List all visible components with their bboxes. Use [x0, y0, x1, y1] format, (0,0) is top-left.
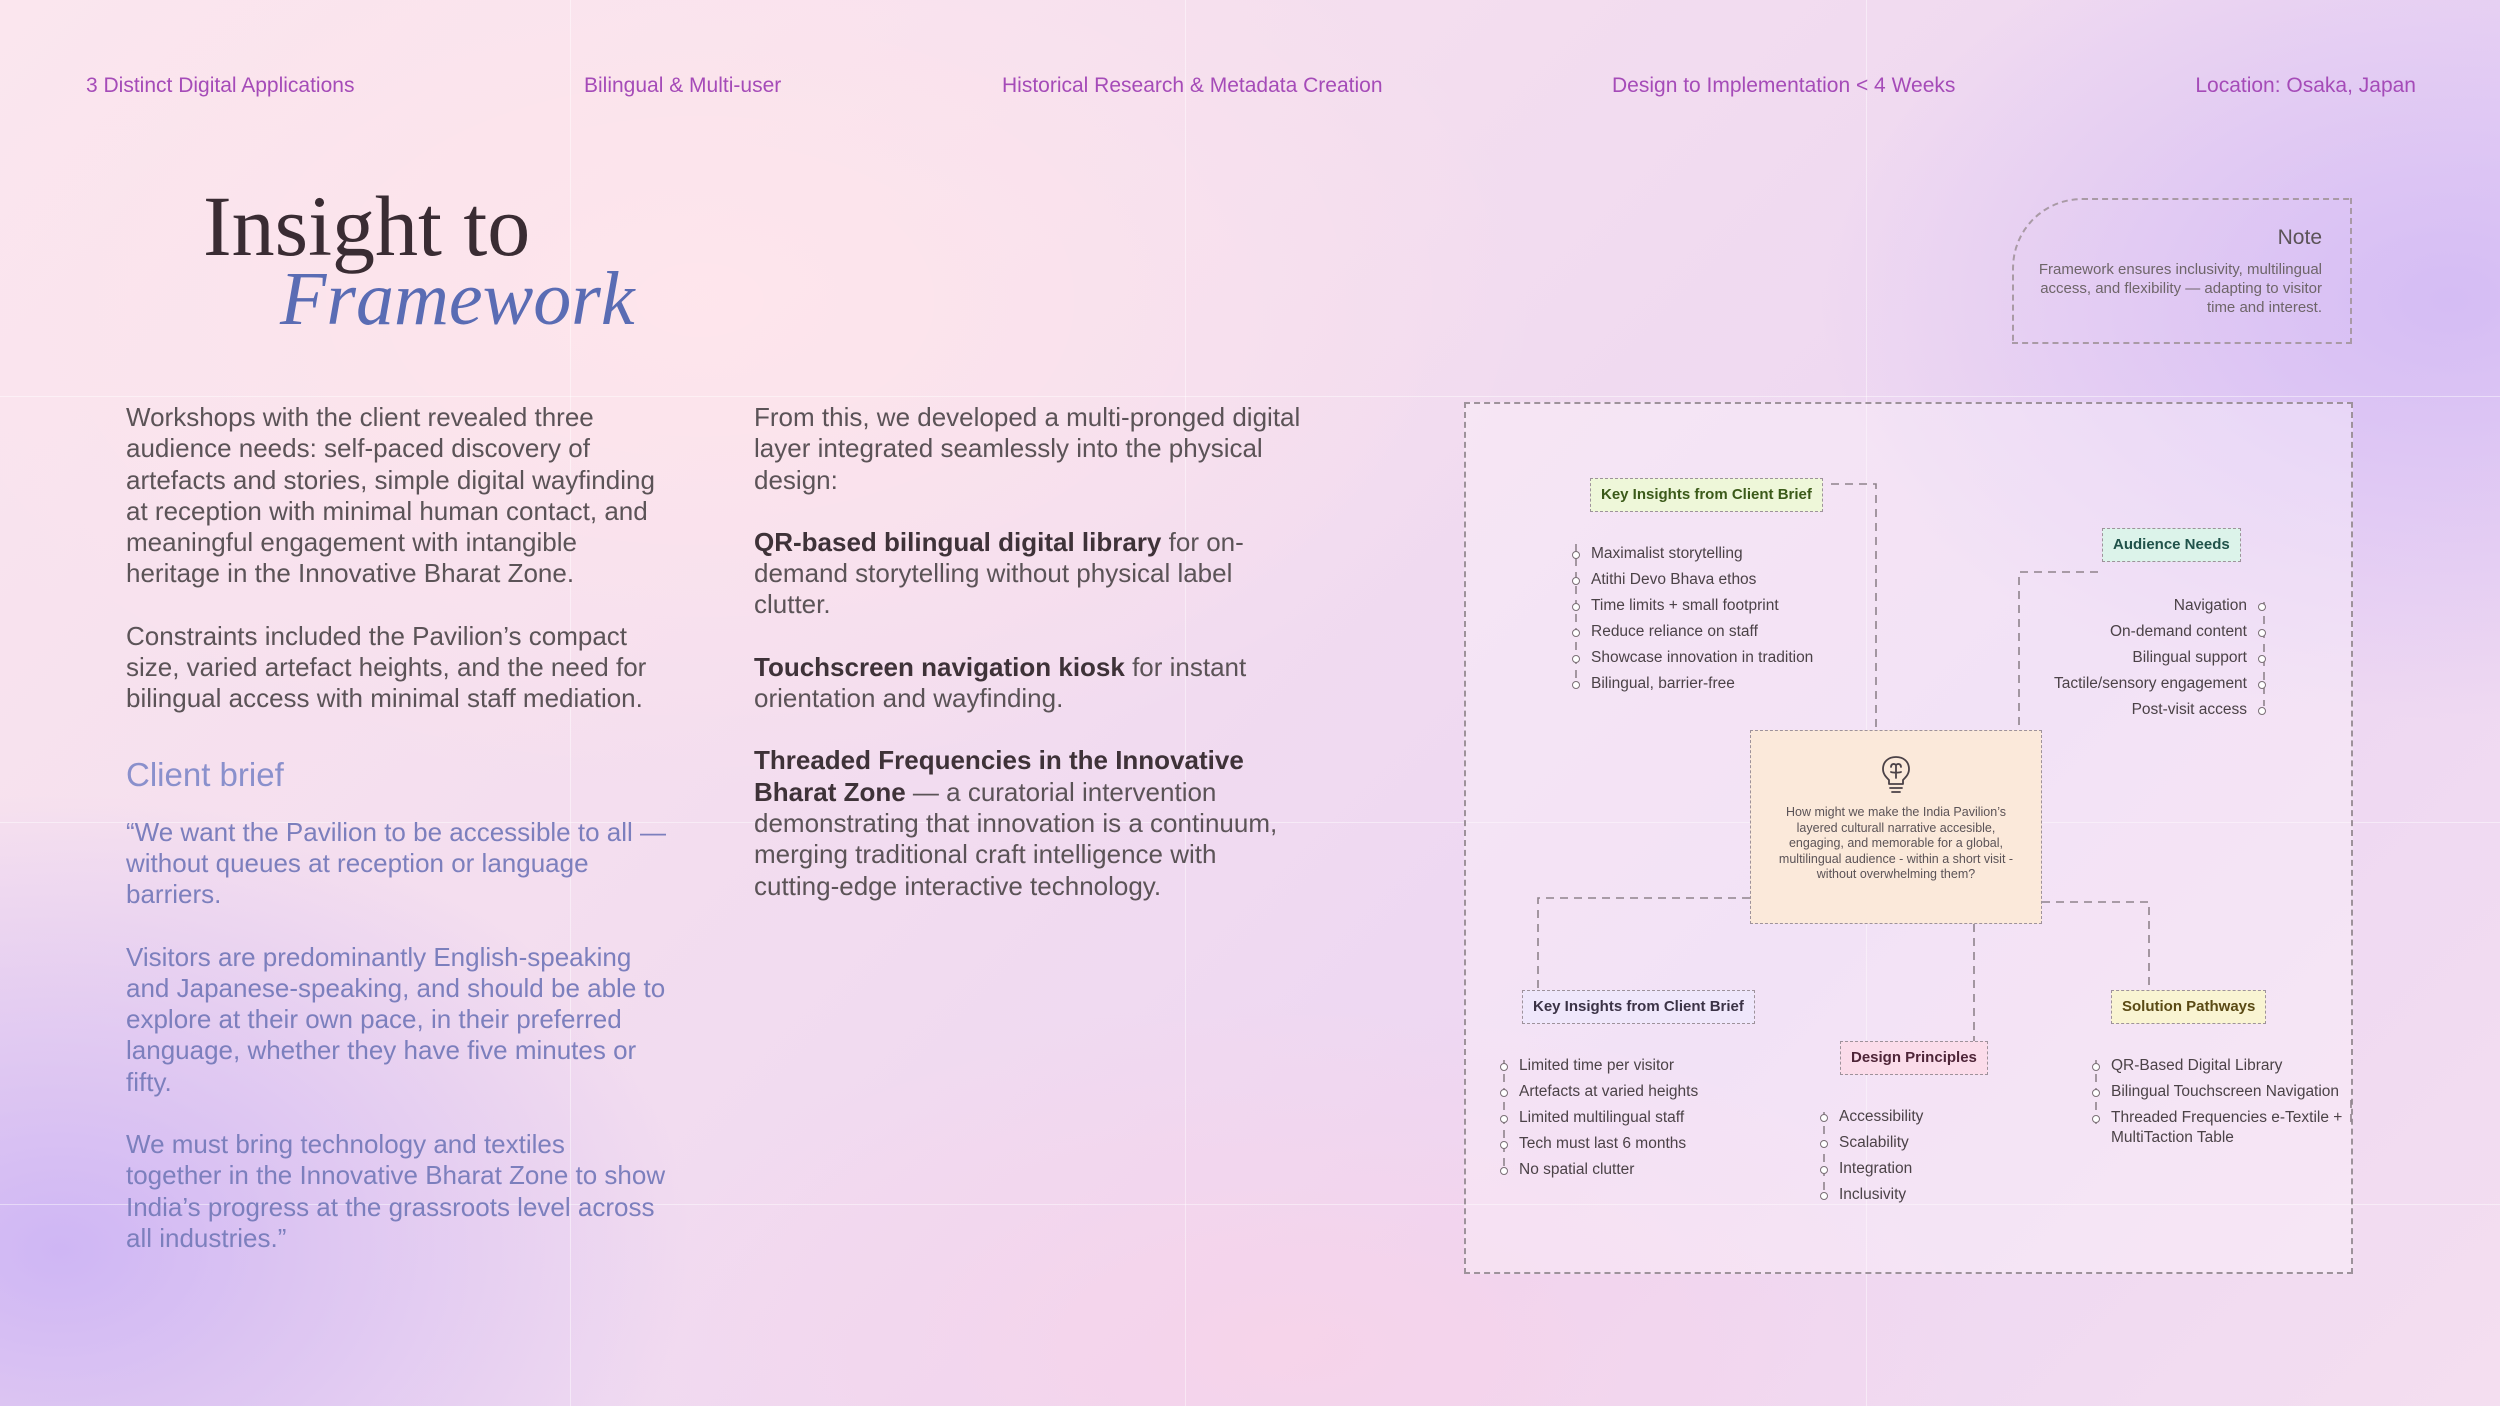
list-item: Maximalist storytelling	[1576, 541, 1813, 567]
left-column	[126, 402, 666, 1285]
list-item	[2096, 1105, 2342, 1148]
list-item: QR-Based Digital Library	[2096, 1053, 2342, 1079]
list-item: Bilingual Touchscreen Navigation	[2096, 1079, 2342, 1105]
note-body: Framework ensures inclusivity, multilingual access, and flexibility — adapting to visitor time and interest.	[2038, 261, 2322, 316]
list-item: Time limits + small footprint	[1576, 593, 1813, 619]
tag-solution-pathways: Solution Pathways	[2111, 990, 2266, 1024]
solution-item-title: Threaded Frequencies in the Innovative Bharat Zone	[754, 745, 1244, 807]
tag-key-insights-bottom: Key Insights from Client Brief	[1522, 990, 1755, 1024]
meta-research: Historical Research & Metadata Creation	[1002, 74, 1383, 97]
page-title-line2: Framework	[280, 257, 635, 341]
list-item: Navigation	[2054, 593, 2262, 619]
list-item: Integration	[1824, 1156, 1923, 1182]
solution-pathways-list	[2096, 1053, 2342, 1148]
list-item-line: Threaded Frequencies e-Textile +	[2111, 1109, 2343, 1126]
client-brief-heading: Client brief	[126, 755, 284, 793]
tag-key-insights-top: Key Insights from Client Brief	[1590, 478, 1823, 512]
meta-bilingual: Bilingual & Multi-user	[584, 74, 782, 97]
note-title: Note	[2277, 226, 2322, 249]
workshop-paragraph: Workshops with the client revealed three audience needs: self-paced discovery of artefacts and stories, simple digital wayfinding at reception with minimal human contact, and meaningful engagement with intangible heritage in the Innovative Bharat Zone.	[126, 402, 655, 589]
brief-paragraph: Visitors are predominantly English-speaking and Japanese-speaking, and should be able to explore at their own pace, in their preferred language, whether they have five minutes or fifty.	[126, 941, 666, 1097]
list-item: Limited time per visitor	[1504, 1053, 1698, 1079]
solution-item	[754, 527, 1304, 621]
brief-paragraph: “We want the Pavilion to be accessible to all — without queues at reception or language barriers.	[126, 816, 667, 910]
middle-column	[754, 402, 1304, 933]
list-item: Tactile/sensory engagement	[2054, 671, 2262, 697]
solution-item-desc: for on-demand storytelling without physical label clutter.	[754, 526, 1244, 620]
design-principles-list	[1824, 1104, 1923, 1208]
list-item: Artefacts at varied heights	[1504, 1079, 1698, 1105]
top-meta-bar	[86, 74, 2416, 104]
list-item: Limited multilingual staff	[1504, 1105, 1698, 1131]
list-item: Accessibility	[1824, 1104, 1923, 1130]
framework-diagram	[1464, 402, 2353, 1274]
list-item: Scalability	[1824, 1130, 1923, 1156]
intro-paragraph: From this, we developed a multi-pronged digital layer integrated seamlessly into the physical design:	[754, 402, 1301, 495]
solution-item-desc: — a curatorial intervention demonstrating that innovation is a continuum, merging traditional craft intelligence with cutting-edge interactive technology.	[754, 776, 1278, 901]
list-item: Reduce reliance on staff	[1576, 619, 1813, 645]
list-item: Atithi Devo Bhava ethos	[1576, 567, 1813, 593]
list-item: No spatial clutter	[1504, 1157, 1698, 1183]
central-question: How might we make the India Pavilion’s layered culturall narrative accesible, engaging, and memorable for a global, multilingual audience - within a short visit - without overwhelming them?	[1778, 805, 2014, 881]
note-card	[2012, 198, 2352, 344]
brain-lightbulb-icon	[1873, 751, 1919, 797]
tag-design-principles: Design Principles	[1840, 1041, 1988, 1075]
list-item: Bilingual, barrier-free	[1576, 671, 1813, 697]
key-insights-bottom-list	[1504, 1053, 1698, 1183]
list-item: Post-visit access	[2054, 697, 2262, 723]
key-insights-top-list	[1576, 541, 1813, 697]
solution-item-title: QR-based bilingual digital library	[754, 526, 1162, 557]
solution-item	[754, 745, 1304, 901]
solution-item-title: Touchscreen navigation kiosk	[754, 651, 1125, 682]
page-title-line1: Insight to	[203, 178, 531, 274]
list-item: On-demand content	[2054, 619, 2262, 645]
central-question-box	[1750, 730, 2042, 924]
list-item: Inclusivity	[1824, 1182, 1923, 1208]
client-brief-quote	[126, 817, 666, 1255]
list-item: Showcase innovation in tradition	[1576, 645, 1813, 671]
list-item: Bilingual support	[2054, 645, 2262, 671]
grid-line	[0, 396, 2500, 397]
meta-location: Location: Osaka, Japan	[2195, 74, 2416, 97]
list-item: Tech must last 6 months	[1504, 1131, 1698, 1157]
audience-needs-list	[2054, 593, 2262, 723]
constraints-paragraph: Constraints included the Pavilion’s compact size, varied artefact heights, and the need for bilingual access with minimal staff mediation.	[126, 620, 647, 714]
meta-timeline: Design to Implementation < 4 Weeks	[1612, 74, 1956, 97]
solution-item	[754, 652, 1304, 715]
list-item-line: MultiTaction Table	[2111, 1129, 2234, 1146]
meta-applications: 3 Distinct Digital Applications	[86, 74, 355, 97]
brief-paragraph: We must bring technology and textiles together in the Innovative Bharat Zone to show India’s progress at the grassroots level across all industries.”	[126, 1129, 666, 1253]
solution-item-desc: for instant orientation and wayfinding.	[754, 651, 1247, 714]
tag-audience-needs: Audience Needs	[2102, 528, 2241, 562]
